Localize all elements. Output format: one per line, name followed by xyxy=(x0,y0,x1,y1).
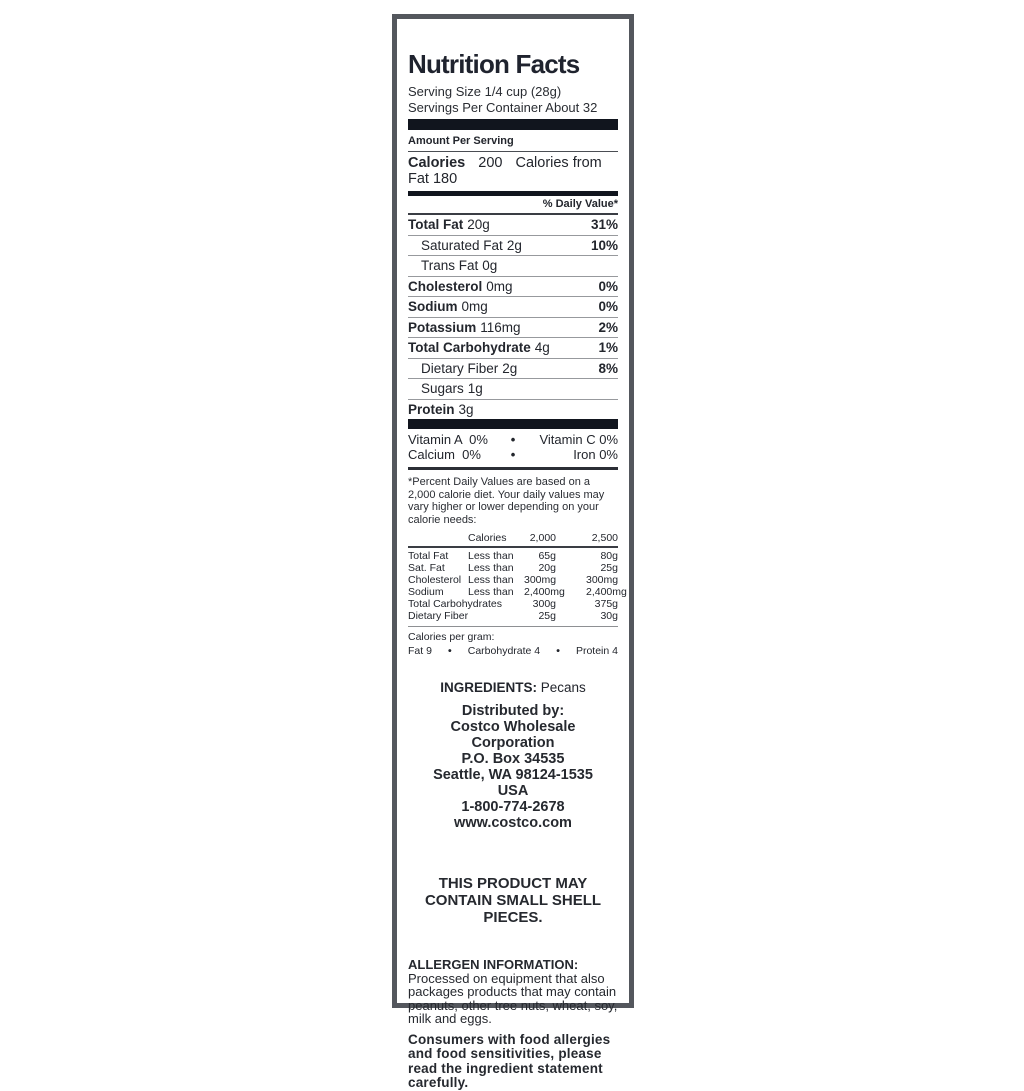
distributor-block xyxy=(408,703,618,831)
nutrient-row-protein: Protein 3g xyxy=(408,399,618,420)
nutrition-label xyxy=(392,14,634,1090)
nutrient-row-saturated-fat: Saturated Fat 2g 10% xyxy=(408,235,618,256)
bullet-separator: • xyxy=(448,645,452,657)
vitamin-a: Vitamin A 0% xyxy=(408,432,488,447)
vitamin-row-1 xyxy=(408,433,618,448)
distributor-city: Seattle, WA 98124-1535 xyxy=(433,767,593,783)
calories-per-gram-heading: Calories per gram: xyxy=(408,631,495,643)
nutrition-facts-title: Nutrition Facts xyxy=(408,49,580,79)
vitamin-row-2 xyxy=(408,448,618,463)
calories-row xyxy=(408,152,618,191)
calories-per-gram xyxy=(408,631,618,658)
dv-table-row: Sodium Less than 2,400mg 2,400mg xyxy=(408,586,627,598)
section-bar-protein xyxy=(408,419,618,429)
dv-table-row: Total Carbohydrates 300g 375g xyxy=(408,598,618,610)
iron: Iron 0% xyxy=(573,446,618,462)
section-bar-top xyxy=(408,119,618,130)
ingredients-line xyxy=(408,680,618,695)
amount-per-serving-heading: Amount Per Serving xyxy=(408,135,618,152)
calories-label: Calories xyxy=(408,155,466,171)
nutrient-row-sugars: Sugars 1g xyxy=(408,378,618,399)
ingredients-value: Pecans xyxy=(536,680,586,695)
allergen-heading: ALLERGEN INFORMATION: xyxy=(408,957,579,972)
ingredients-label: INGREDIENTS: xyxy=(440,680,537,695)
nutrient-row-cholesterol: Cholesterol 0mg 0% xyxy=(408,276,618,297)
calories-per-gram-items: Fat 9 • Carbohydrate 4 • Protein 4 xyxy=(408,645,618,657)
servings-per-container: Servings Per Container About 32 xyxy=(408,99,598,115)
bullet-separator: • xyxy=(510,446,516,462)
dv-table-row: Dietary Fiber 25g 30g xyxy=(408,610,618,627)
allergen-block xyxy=(408,958,618,1091)
nutrient-row-sodium: Sodium 0mg 0% xyxy=(408,296,618,317)
daily-values-footnote: *Percent Daily Values are based on a 2,000 calorie diet. Your daily values may vary higher or lower depending on your calorie needs: xyxy=(408,476,605,526)
bullet-separator: • xyxy=(510,432,516,447)
calories-value: 200 xyxy=(478,155,503,171)
calcium: Calcium 0% xyxy=(408,446,481,462)
nutrient-row-total-fat: Total Fat 20g 31% xyxy=(408,217,618,232)
vitamin-c: Vitamin C 0% xyxy=(539,432,618,447)
distributed-by: Distributed by: xyxy=(461,703,565,719)
daily-values-table xyxy=(408,532,627,627)
nutrient-row-total-carbohydrate: Total Carbohydrate 4g 1% xyxy=(408,337,618,358)
daily-value-header: % Daily Value* xyxy=(408,196,618,215)
bullet-separator: • xyxy=(556,645,560,657)
nutrient-row-dietary-fiber: Dietary Fiber 2g 8% xyxy=(408,358,618,379)
dv-table-header: Calories 2,000 2,500 xyxy=(408,532,618,548)
distributor-country: USA xyxy=(497,783,529,799)
nutrient-row-potassium: Potassium 116mg 2% xyxy=(408,317,618,338)
distributor-name: Costco Wholesale Corporation xyxy=(450,719,576,751)
serving-info xyxy=(408,84,618,115)
distributor-phone: 1-800-774-2678 xyxy=(461,799,565,815)
calories-from-fat: Calories from Fat 180 xyxy=(408,155,602,187)
nutrient-row-trans-fat: Trans Fat 0g xyxy=(408,255,618,276)
serving-size: Serving Size 1/4 cup (28g) xyxy=(408,84,562,99)
distributor-po-box: P.O. Box 34535 xyxy=(461,751,565,767)
dv-table-row: Sat. Fat Less than 20g 25g xyxy=(408,562,618,574)
shell-pieces-warning: THIS PRODUCT MAY CONTAIN SMALL SHELL PIECES. xyxy=(424,875,602,926)
dv-table-row: Cholesterol Less than 300mg 300mg xyxy=(408,574,619,586)
allergen-body: Processed on equipment that also packages products that may contain peanuts, other tree nuts, wheat, soy, milk and eggs. xyxy=(408,970,618,1026)
vitamins-block xyxy=(408,429,618,470)
label-content xyxy=(397,49,629,1091)
dv-table-row: Total Fat Less than 65g 80g xyxy=(408,550,618,562)
allergen-note: Consumers with food allergies and food sensitivities, please read the ingredient statement carefully. xyxy=(408,1031,611,1090)
distributor-website: www.costco.com xyxy=(454,815,572,831)
